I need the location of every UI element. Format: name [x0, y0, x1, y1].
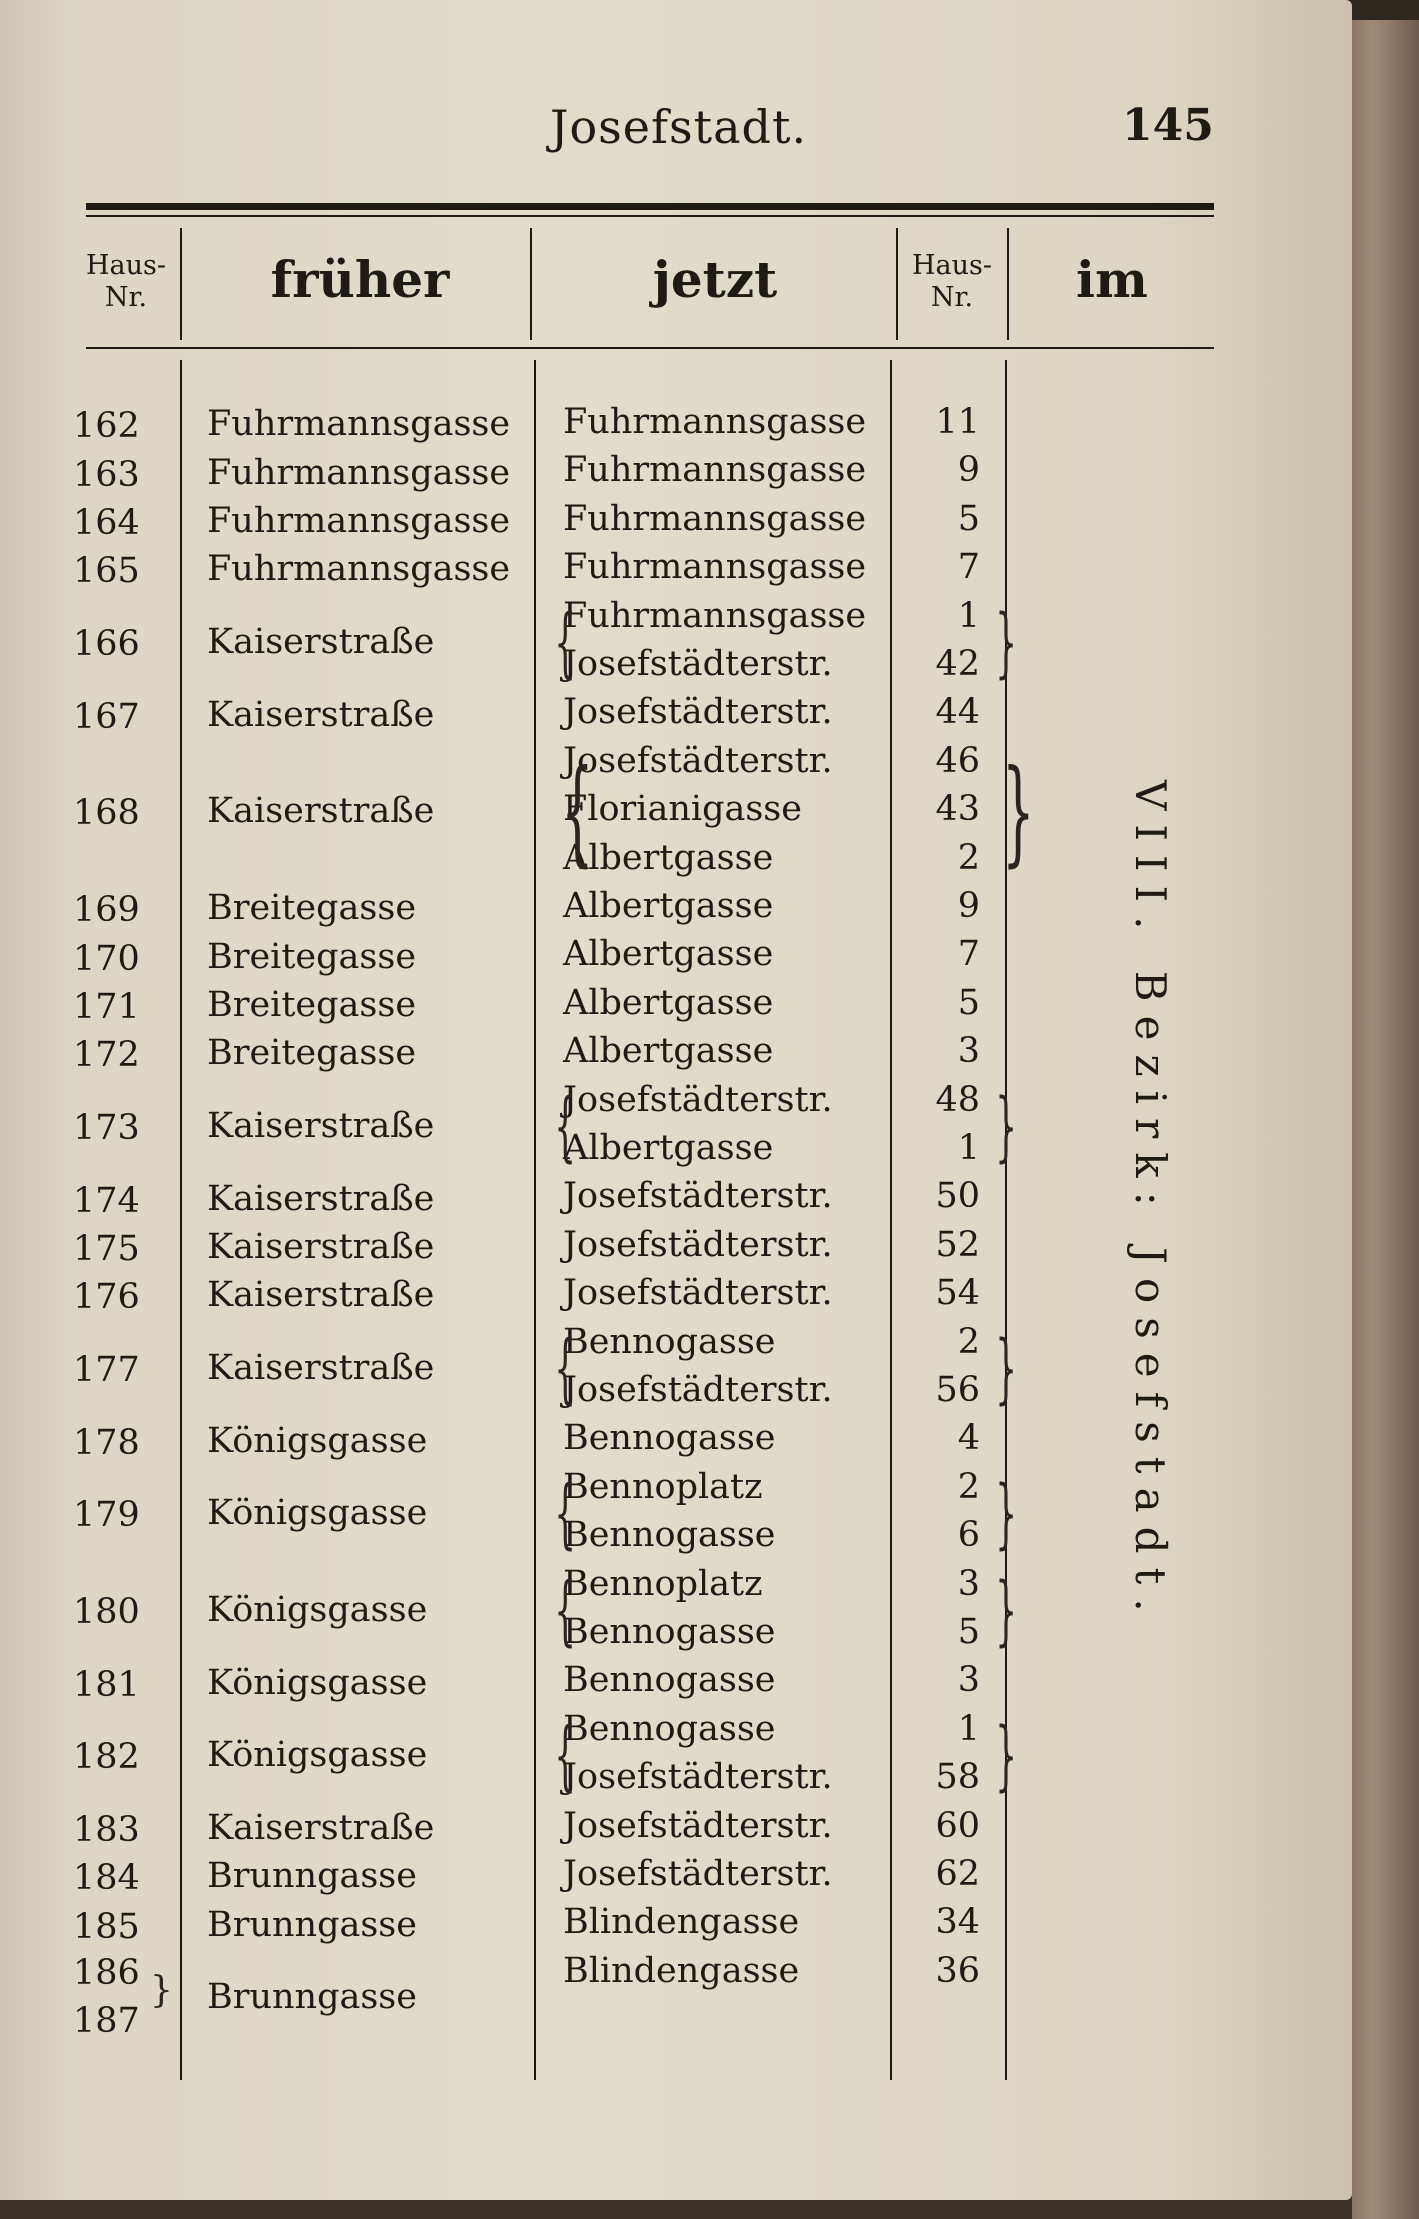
haus-nr-cell: 170: [73, 938, 140, 979]
frueher-cell: Kaiserstraße: [207, 1227, 435, 1267]
header-rule-bottom: [86, 347, 1214, 349]
frueher-cell: Kaiserstraße: [207, 791, 435, 832]
jetzt-cell: Josefstädterstr.: [563, 1370, 833, 1410]
haus-nr-new-cell: 34: [935, 1902, 980, 1943]
jetzt-cell: Josefstädterstr.: [563, 644, 833, 684]
haus-nr-cell: 177: [73, 1350, 140, 1390]
haus-nr-new-cell: 1: [957, 595, 980, 636]
haus-nr-new-cell: 52: [935, 1224, 980, 1265]
running-head: Josefstadt.: [550, 100, 808, 154]
jetzt-cell: Josefstädterstr.: [563, 1224, 833, 1265]
jetzt-cell: Bennogasse: [563, 1612, 776, 1652]
right-brace-mark: }: [995, 1322, 1018, 1412]
jetzt-cell: Bennogasse: [563, 1708, 776, 1749]
right-brace-mark: }: [995, 1467, 1018, 1557]
left-brace-mark: {: [554, 1080, 577, 1170]
haus-nr-cell: 174: [73, 1180, 140, 1221]
jetzt-cell: Fuhrmannsgasse: [563, 402, 867, 442]
haus-nr-new-cell: 58: [935, 1757, 980, 1798]
book-right-edge: [1352, 20, 1419, 2219]
left-brace-mark: {: [554, 1564, 577, 1654]
haus-nr-new-cell: 50: [935, 1176, 980, 1217]
frueher-cell: Kaiserstraße: [207, 694, 435, 735]
haus-nr-new-cell: 3: [957, 1563, 980, 1604]
haus-nr-new-cell: 44: [935, 692, 980, 733]
jetzt-cell: Bennoplatz: [563, 1466, 763, 1507]
haus-nr-cell: 178: [73, 1422, 140, 1463]
jetzt-cell: Josefstädterstr.: [563, 1273, 833, 1314]
frueher-cell: Kaiserstraße: [207, 1178, 435, 1219]
haus-nr-cell: 182: [73, 1737, 140, 1778]
jetzt-cell: Albertgasse: [563, 886, 774, 926]
haus-nr-new-cell: 5: [957, 982, 980, 1023]
haus-nr-cell: 181: [73, 1664, 140, 1705]
jetzt-cell: Josefstädterstr.: [563, 740, 833, 781]
jetzt-cell: Bennoplatz: [563, 1563, 763, 1604]
haus-nr-cell: 172: [73, 1035, 140, 1076]
haus-nr-new-cell: 11: [935, 402, 980, 442]
jetzt-cell: Josefstädterstr.: [563, 1805, 833, 1846]
district-label: VIII. Bezirk: Josefstadt.: [1126, 780, 1175, 1626]
col-rule-1: [180, 360, 182, 2080]
frueher-cell: Königsgasse: [207, 1420, 428, 1461]
frueher-cell: Fuhrmannsgasse: [207, 404, 511, 445]
jetzt-cell: Bennogasse: [563, 1321, 776, 1362]
frueher-cell: Königsgasse: [207, 1735, 428, 1776]
frueher-cell: Kaiserstraße: [207, 1807, 435, 1848]
left-brace-mark: {: [560, 744, 594, 878]
frueher-cell: Kaiserstraße: [207, 1275, 435, 1316]
jetzt-cell: Florianigasse: [563, 789, 802, 830]
haus-nr-new-cell: 9: [957, 450, 980, 491]
haus-nr-cell: 166: [73, 624, 140, 664]
col-header-im: im: [1076, 250, 1148, 309]
jetzt-cell: Albertgasse: [563, 934, 774, 975]
left-brace-mark: {: [554, 1709, 577, 1799]
right-brace-mark: }: [995, 1709, 1018, 1799]
jetzt-cell: Albertgasse: [563, 1128, 774, 1168]
haus-nr-new-cell: 43: [935, 789, 980, 830]
haus-nr-cell: 167: [73, 696, 140, 737]
haus-nr-new-cell: 42: [935, 644, 980, 684]
right-brace-mark: }: [1001, 744, 1035, 878]
haus-nr-new-cell: 9: [957, 886, 980, 926]
col-rule-2: [534, 360, 536, 2080]
jetzt-cell: Fuhrmannsgasse: [563, 450, 867, 491]
haus-nr-cell: 179: [73, 1495, 140, 1536]
haus-nr-cell: 165: [73, 551, 140, 592]
haus-nr-new-cell: 4: [957, 1418, 980, 1459]
frueher-cell: Brunngasse: [207, 1856, 417, 1897]
left-brace-mark: {: [554, 596, 577, 686]
col-header-haus-nr-1: Haus- Nr.: [85, 250, 166, 313]
jetzt-cell: Fuhrmannsgasse: [563, 498, 867, 539]
jetzt-cell: Albertgasse: [563, 1031, 774, 1072]
haus-nr-cell: 173: [73, 1108, 140, 1148]
jetzt-cell: Josefstädterstr.: [563, 692, 833, 733]
header-sep-3: [896, 228, 898, 340]
frueher-cell: Brunngasse: [207, 1977, 417, 2018]
header-sep-1: [180, 228, 182, 340]
jetzt-cell: Fuhrmannsgasse: [563, 595, 867, 636]
frueher-cell: Breitegasse: [207, 985, 417, 1025]
jetzt-cell: Josefstädterstr.: [563, 1079, 833, 1120]
haus-nr-cell: 162: [73, 406, 140, 447]
frueher-cell: Kaiserstraße: [207, 1348, 435, 1388]
haus-nr-cell: 186 187: [73, 1952, 140, 2042]
frueher-cell: Fuhrmannsgasse: [207, 452, 511, 493]
jetzt-cell: Bennogasse: [563, 1515, 776, 1556]
haus-nr-new-cell: 46: [935, 740, 980, 781]
right-brace-mark: }: [995, 1080, 1018, 1170]
col-header-jetzt: jetzt: [652, 250, 778, 309]
haus-nr-cell: 183: [73, 1809, 140, 1850]
frueher-cell: Breitegasse: [207, 1033, 417, 1074]
col-header-haus-nr-2: Haus- Nr.: [911, 250, 992, 313]
jetzt-cell: Blindengasse: [563, 1950, 800, 1991]
haus-nr-new-cell: 56: [935, 1370, 980, 1410]
jetzt-cell: Josefstädterstr.: [563, 1854, 833, 1894]
frueher-cell: Fuhrmannsgasse: [207, 501, 511, 541]
jetzt-cell: Albertgasse: [563, 982, 774, 1023]
haus-nr-new-cell: 2: [957, 837, 980, 878]
haus-nr-new-cell: 7: [957, 547, 980, 588]
frueher-cell: Brunngasse: [207, 1904, 417, 1945]
haus-nr-new-cell: 1: [957, 1708, 980, 1749]
haus-nr-new-cell: 62: [935, 1854, 980, 1894]
frueher-cell: Fuhrmannsgasse: [207, 549, 511, 590]
haus-nr-new-cell: 5: [957, 1612, 980, 1652]
left-brace-mark: {: [554, 1322, 577, 1412]
haus-nr-cell: 180: [73, 1592, 140, 1632]
header-rule-thick: [86, 203, 1214, 210]
jetzt-cell: Bennogasse: [563, 1660, 776, 1701]
haus-nr-new-cell: 36: [935, 1950, 980, 1991]
col-rule-3: [890, 360, 892, 2080]
haus-nr-new-cell: 3: [957, 1031, 980, 1072]
haus-nr-new-cell: 48: [935, 1079, 980, 1120]
header-rule-thin: [86, 215, 1214, 217]
haus-nr-new-cell: 2: [957, 1466, 980, 1507]
brace-mark: }: [150, 1970, 173, 2011]
haus-nr-cell: 164: [73, 503, 140, 543]
jetzt-cell: Fuhrmannsgasse: [563, 547, 867, 588]
haus-nr-new-cell: 5: [957, 498, 980, 539]
haus-nr-new-cell: 7: [957, 934, 980, 975]
header-sep-2: [530, 228, 532, 340]
haus-nr-new-cell: 54: [935, 1273, 980, 1314]
haus-nr-cell: 171: [73, 987, 140, 1027]
haus-nr-new-cell: 60: [935, 1805, 980, 1846]
jetzt-cell: Josefstädterstr.: [563, 1757, 833, 1798]
header-sep-4: [1007, 228, 1009, 340]
jetzt-cell: Bennogasse: [563, 1418, 776, 1459]
haus-nr-new-cell: 3: [957, 1660, 980, 1701]
haus-nr-cell: 168: [73, 793, 140, 834]
jetzt-cell: Blindengasse: [563, 1902, 800, 1943]
haus-nr-cell: 176: [73, 1277, 140, 1318]
page-number: 145: [1122, 100, 1214, 151]
haus-nr-new-cell: 1: [957, 1128, 980, 1168]
jetzt-cell: Albertgasse: [563, 837, 774, 878]
jetzt-cell: Josefstädterstr.: [563, 1176, 833, 1217]
haus-nr-cell: 175: [73, 1229, 140, 1269]
left-brace-mark: {: [554, 1467, 577, 1557]
frueher-cell: Kaiserstraße: [207, 622, 435, 662]
frueher-cell: Breitegasse: [207, 888, 417, 929]
haus-nr-cell: 169: [73, 890, 140, 931]
right-brace-mark: }: [995, 1564, 1018, 1654]
haus-nr-new-cell: 2: [957, 1321, 980, 1362]
haus-nr-cell: 184: [73, 1858, 140, 1899]
haus-nr-cell: 185: [73, 1906, 140, 1947]
frueher-cell: Breitegasse: [207, 936, 417, 977]
haus-nr-new-cell: 6: [957, 1515, 980, 1556]
frueher-cell: Königsgasse: [207, 1662, 428, 1703]
frueher-cell: Kaiserstraße: [207, 1106, 435, 1146]
frueher-cell: Königsgasse: [207, 1493, 428, 1534]
frueher-cell: Königsgasse: [207, 1590, 428, 1630]
haus-nr-cell: 163: [73, 454, 140, 495]
right-brace-mark: }: [995, 596, 1018, 686]
col-header-frueher: früher: [270, 250, 450, 309]
